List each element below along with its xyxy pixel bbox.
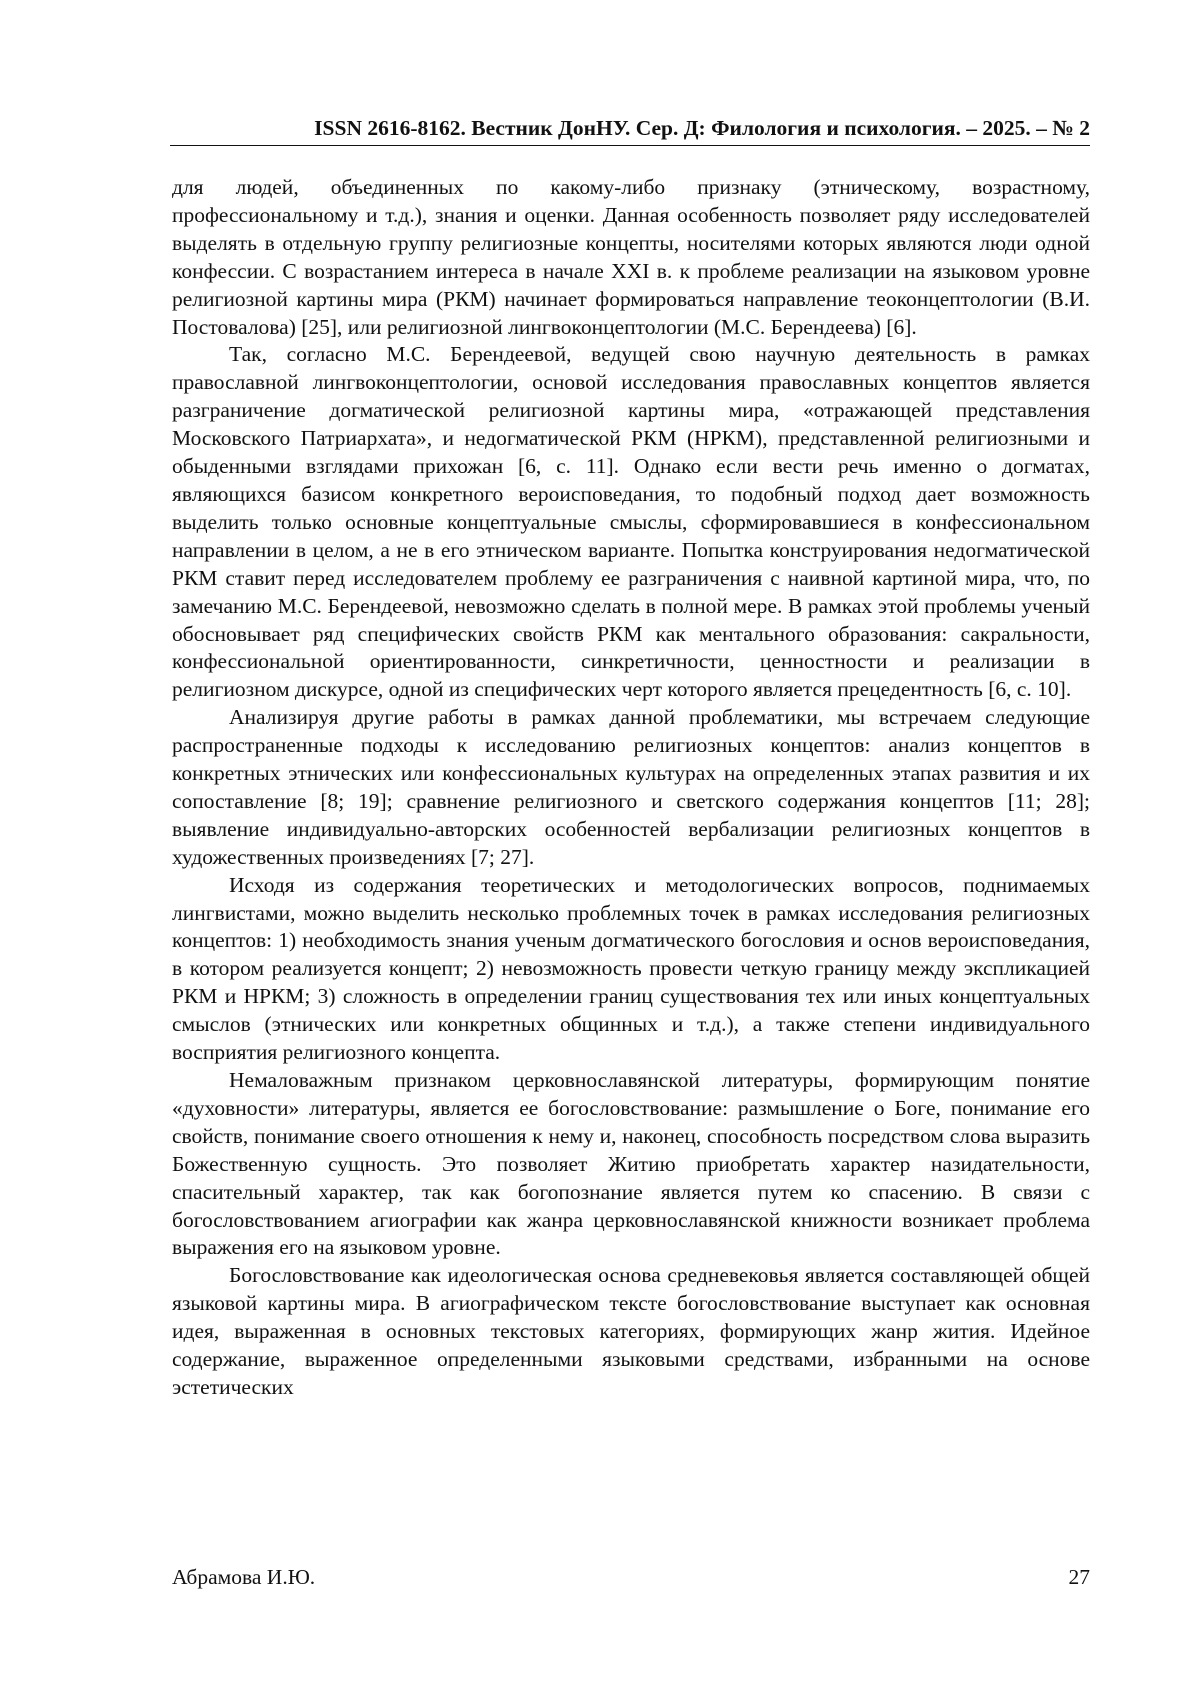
paragraph-continuation: для людей, объединенных по какому-либо признаку (этническому, возрастному, профессиональному и т.д.), знания и оценки. Данная особенность позволяет ряду исследователей выделять в отдельную группу религиозные концепты, носителями которых являются люди одной конфессии. С возрастанием интереса в начале XXI в. к проблеме реализации на языковом уровне религиозной картины мира (РКМ) начинает формироваться направление теоконцептологии (В.И. Постовалова) [25], или религиозной лингвоконцептологии (М.С. Берендеева) [6]. — [172, 175, 1090, 339]
running-header: ISSN 2616-8162. Вестник ДонНУ. Сер. Д: Филология и психология. – 2025. – № 2 — [170, 114, 1090, 146]
paragraph-theology-feature: Немаловажным признаком церковнославянской литературы, формирующим понятие «духовности» литературы, является ее богословствование: размышление о Боге, понимание его свойств, понимание своего отношения к нему и, наконец, способность посредством слова выразить Божественную сущность. Это позволяет Житию приобретать характер назидательности, спасительный характер, так как богопознание является путем ко спасению. В связи с богословствованием агиографии как жанра церковнославянской книжности возникает проблема выражения его на языковом уровне. — [172, 1068, 1090, 1260]
paragraph-berendeeva: Так, согласно М.С. Берендеевой, ведущей свою научную деятельность в рамках православной лингвоконцептологии, основой исследования православных концептов является разграничение догматической религиозной картины мира, «отражающей представления Московского Патриархата», и недогматической РКМ (НРКМ), представленной религиозными и обыденными взглядами прихожан [6, с. 11]. Однако если вести речь именно о догматах, являющихся базисом конкретного вероисповедания, то подобный подход дает возможность выделить только основные концептуальные смыслы, сформировавшиеся в конфессиональном направлении в целом, а не в его этническом варианте. Попытка конструирования недогматической РКМ ставит перед исследователем проблему ее разграничения с наивной картиной мира, что, по замечанию М.С. Берендеевой, невозможно сделать в полной мере. В рамках этой проблемы ученый обосновывает ряд специфических свойств РКМ как ментального образования: сакральности, конфессиональной ориентированности, синкретичности, ценностности и реализации в религиозном дискурсе, одной из специфических черт которого является прецедентность [6, с. 10]. — [172, 342, 1090, 702]
paragraph-theology-basis: Богословствование как идеологическая основа средневековья является составляющей общей языковой картины мира. В агиографическом тексте богословствование выступает как основная идея, выраженная в основных текстовых категориях, формирующих жанр жития. Идейное содержание, выраженное определенными языковыми средствами, избранными на основе эстетических — [172, 1263, 1090, 1399]
body-text — [172, 174, 1090, 1402]
paragraph-approaches: Анализируя другие работы в рамках данной проблематики, мы встречаем следующие распространенные подходы к исследованию религиозных концептов: анализ концептов в конкретных этнических или конфессиональных культурах на определенных этапах развития и их сопоставление [8; 19]; сравнение религиозного и светского содержания концептов [11; 28]; выявление индивидуально-авторских особенностей вербализации религиозных концептов в художественных произведениях [7; 27]. — [172, 705, 1090, 869]
page-number: 27 — [1068, 1565, 1090, 1589]
footer-author: Абрамова И.Ю. — [172, 1565, 316, 1589]
paragraph-problem-points: Исходя из содержания теоретических и методологических вопросов, поднимаемых лингвистами, можно выделить несколько проблемных точек в рамках исследования религиозных концептов: 1) необходимость знания ученым догматического богословия и основ вероисповедания, в котором реализуется концепт; 2) невозможность провести четкую границу между экспликацией РКМ и НРКМ; 3) сложность в определении границ существования тех или иных концептуальных смыслов (этнических или конкретных общинных и т.д.), а также степени индивидуального восприятия религиозного концепта. — [172, 872, 1090, 1065]
